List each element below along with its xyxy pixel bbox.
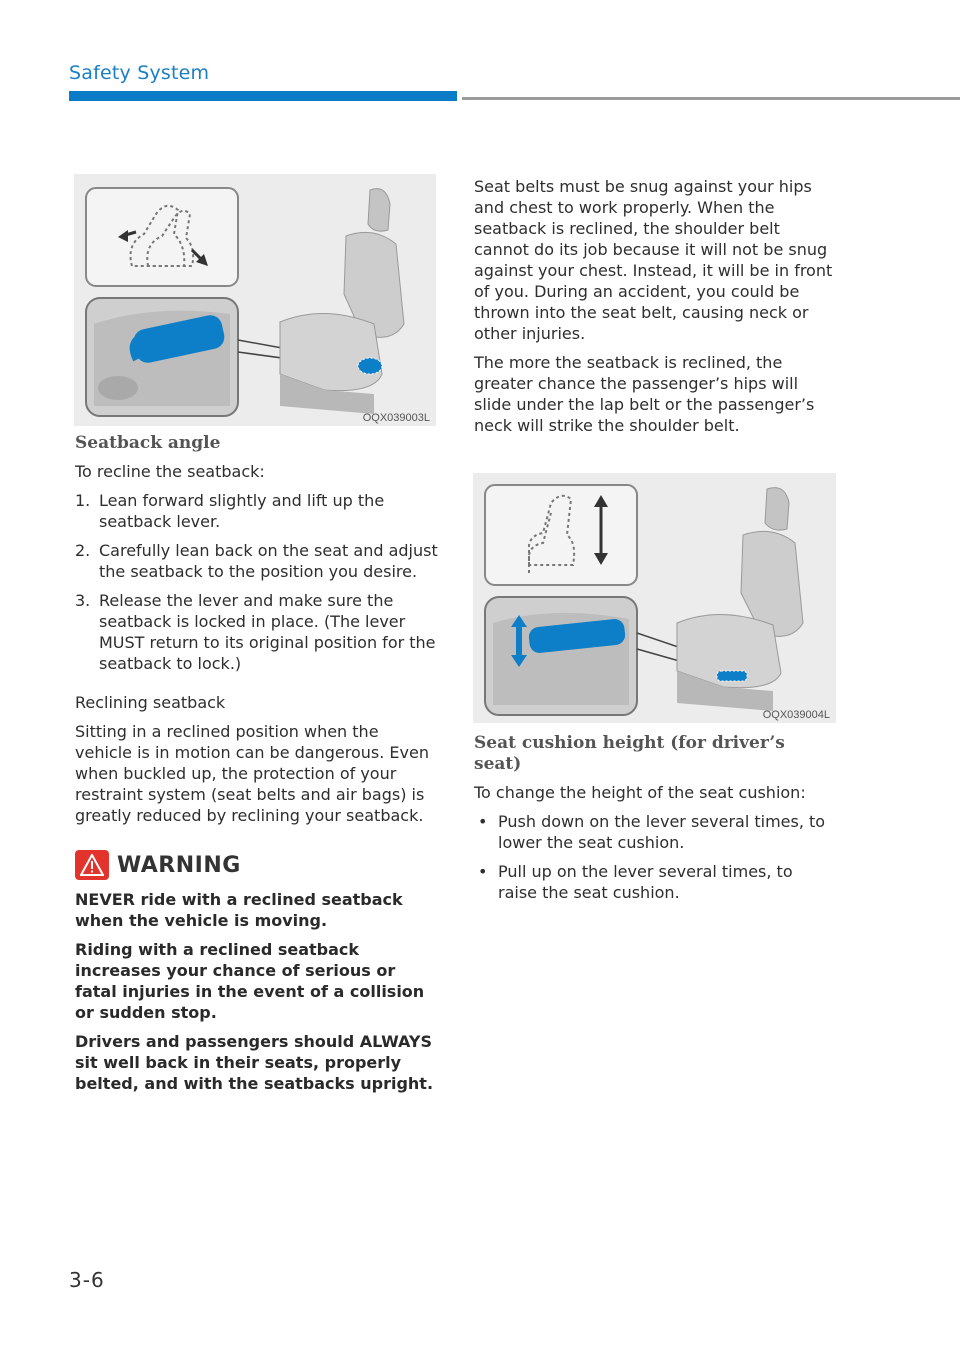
list-item: • Pull up on the lever several times, to raise the seat cushion.: [474, 861, 836, 903]
steps-list: [75, 490, 440, 674]
warning-text: Drivers and passengers should ALWAYS sit well back in their seats, properly belted, and with the seatbacks upright.: [75, 1032, 434, 1093]
step-item: 1. Lean forward slightly and lift up the seatback lever.: [75, 491, 385, 531]
left-column: [75, 433, 440, 1102]
intro-text: To change the height of the seat cushion:: [474, 783, 806, 802]
seat-height-illustration: [473, 473, 836, 723]
bullet-list: [474, 811, 836, 903]
subsection-title: Reclining seatback: [75, 693, 226, 712]
header-rule: [462, 97, 960, 100]
warning-header: [75, 850, 440, 880]
warning-text: Riding with a reclined seatback increases your chance of serious or fatal injuries in the event of a collision or sudden stop.: [75, 940, 425, 1022]
body-paragraph: The more the seatback is reclined, the greater chance the passenger’s hips will slide under the lap belt or the passenger’s neck will strike the shoulder belt.: [474, 353, 815, 435]
seatback-angle-figure: [74, 174, 436, 426]
section-title: Safety System: [69, 62, 210, 84]
step-item: 2. Carefully lean back on the seat and adjust the seatback to the position you desire.: [75, 541, 438, 581]
step-item: 3. Release the lever and make sure the seatback is locked in place. (The lever MUST return to its original position for the seatback to lock.): [75, 591, 436, 673]
body-paragraph: Sitting in a reclined position when the vehicle is in motion can be dangerous. Even when buckled up, the protection of your restraint system (seat belts and air bags) is greatly reduced by reclining your seatback.: [75, 722, 429, 825]
figure-code: OQX039003L: [362, 412, 430, 424]
section-heading: Seat cushion height (for driver’s seat): [474, 733, 785, 774]
page-number: 3-6: [69, 1268, 105, 1292]
intro-text: To recline the seatback:: [75, 462, 265, 481]
body-paragraph: Seat belts must be snug against your hips and chest to work properly. When the seatback is reclined, the shoulder belt cannot do its job because it will not be snug against your chest. Instead, it will be in front of you. During an accident, you could be thrown into the seat belt, causing neck or other injuries.: [474, 177, 833, 343]
warning-title: WARNING: [117, 852, 241, 878]
seatback-illustration: [74, 174, 436, 426]
header-accent-bar: [69, 91, 457, 101]
seat-height-figure: [473, 473, 836, 723]
right-column-bottom: [474, 733, 836, 911]
warning-icon: [75, 850, 109, 880]
section-heading: Seatback angle: [75, 433, 221, 453]
list-item: • Push down on the lever several times, to lower the seat cushion.: [474, 811, 836, 853]
right-column-top: [474, 176, 836, 444]
warning-text: NEVER ride with a reclined seatback when the vehicle is moving.: [75, 890, 403, 930]
figure-code: OQX039004L: [762, 709, 830, 721]
